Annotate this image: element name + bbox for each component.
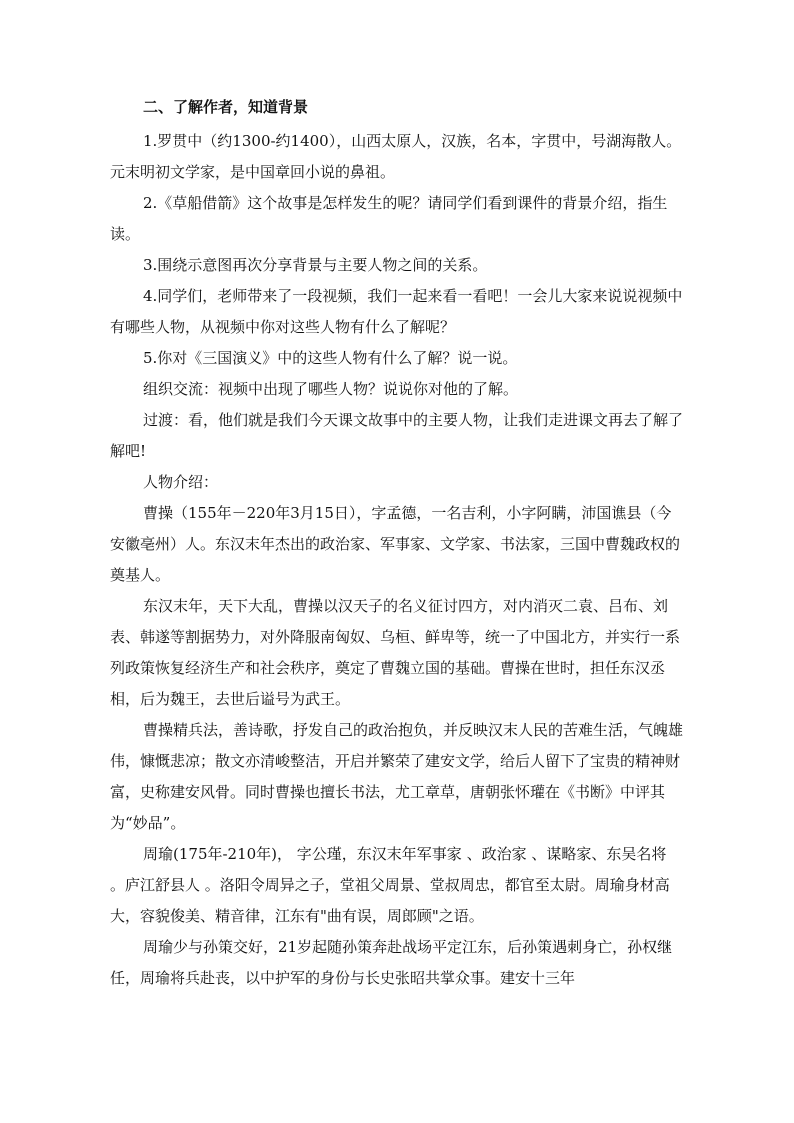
paragraph-story-background: 2.《草船借箭》这个故事是怎样发生的呢？请同学们看到课件的背景介绍，指生读。 [110, 194, 668, 243]
paragraph-character-intro-label: 人物介绍： [143, 473, 219, 491]
paragraph-cao-cao-literature: 曹操精兵法，善诗歌，抒发自己的政治抱负，并反映汉末人民的苦难生活，气魄雄伟，慷慨悲凉；散文亦清峻整洁，开启并繁荣了建安文学，给后人留下了宝贵的精神财富，史称建安风骨。同时曹操也擅长书法，尤工章草，唐朝张怀瓘在《书断》中评其为“妙品”。 [110, 721, 684, 832]
document-body [110, 96, 686, 994]
paragraph-diagram-share: 3.围绕示意图再次分享背景与主要人物之间的关系。 [143, 256, 488, 274]
paragraph-transition: 过渡：看，他们就是我们今天课文故事中的主要人物，让我们走进课文再去了解了解吧! [110, 411, 684, 460]
section-heading: 二、了解作者，知道背景 [143, 98, 309, 116]
paragraph-video-intro: 4.同学们，老师带来了一段视频，我们一起来看一看吧！一会儿大家来说说视频中有哪些人物，从视频中你对这些人物有什么了解呢？ [110, 287, 683, 336]
paragraph-cao-cao-bio: 曹操（155年－220年3月15日），字孟德，一名吉利，小字阿瞒，沛国谯县（今安徽亳州）人。东汉末年杰出的政治家、军事家、文学家、书法家，三国中曹魏政权的奠基人。 [110, 504, 681, 584]
paragraph-cao-cao-career: 东汉末年，天下大乱，曹操以汉天子的名义征讨四方，对内消灭二袁、吕布、刘表、韩遂等割据势力，对外降服南匈奴、乌桓、鲜卑等，统一了中国北方，并实行一系列政策恢复经济生产和社会秩序，奠定了曹魏立国的基础。曹操在世时，担任东汉丞相，后为魏王，去世后谥号为武王。 [110, 597, 681, 708]
paragraph-three-kingdoms: 5.你对《三国演义》中的这些人物有什么了解？说一说。 [143, 349, 518, 367]
paragraph-zhou-yu-career: 周瑜少与孙策交好，21岁起随孙策奔赴战场平定江东，后孙策遇刺身亡，孙权继任，周瑜将兵赴丧，以中护军的身份与长史张昭共掌众事。建安十三年 [110, 938, 673, 987]
paragraph-author-intro: 1.罗贯中（约1300-约1400），山西太原人，汉族，名本，字贯中，号湖海散人。元末明初文学家，是中国章回小说的鼻祖。 [110, 132, 682, 181]
paragraph-zhou-yu-bio: 周瑜(175年-210年)， 字公瑾，东汉末年军事家 、政治家 、谋略家、东吴名将 。庐江舒县人 。洛阳令周异之子，堂祖父周景、堂叔周忠，都官至太尉。周瑜身材高大，容貌俊美、精音律，江东有"曲有误，周郎顾"之语。 [110, 845, 672, 925]
paragraph-discussion: 组织交流：视频中出现了哪些人物？说说你对他的了解。 [143, 380, 519, 398]
